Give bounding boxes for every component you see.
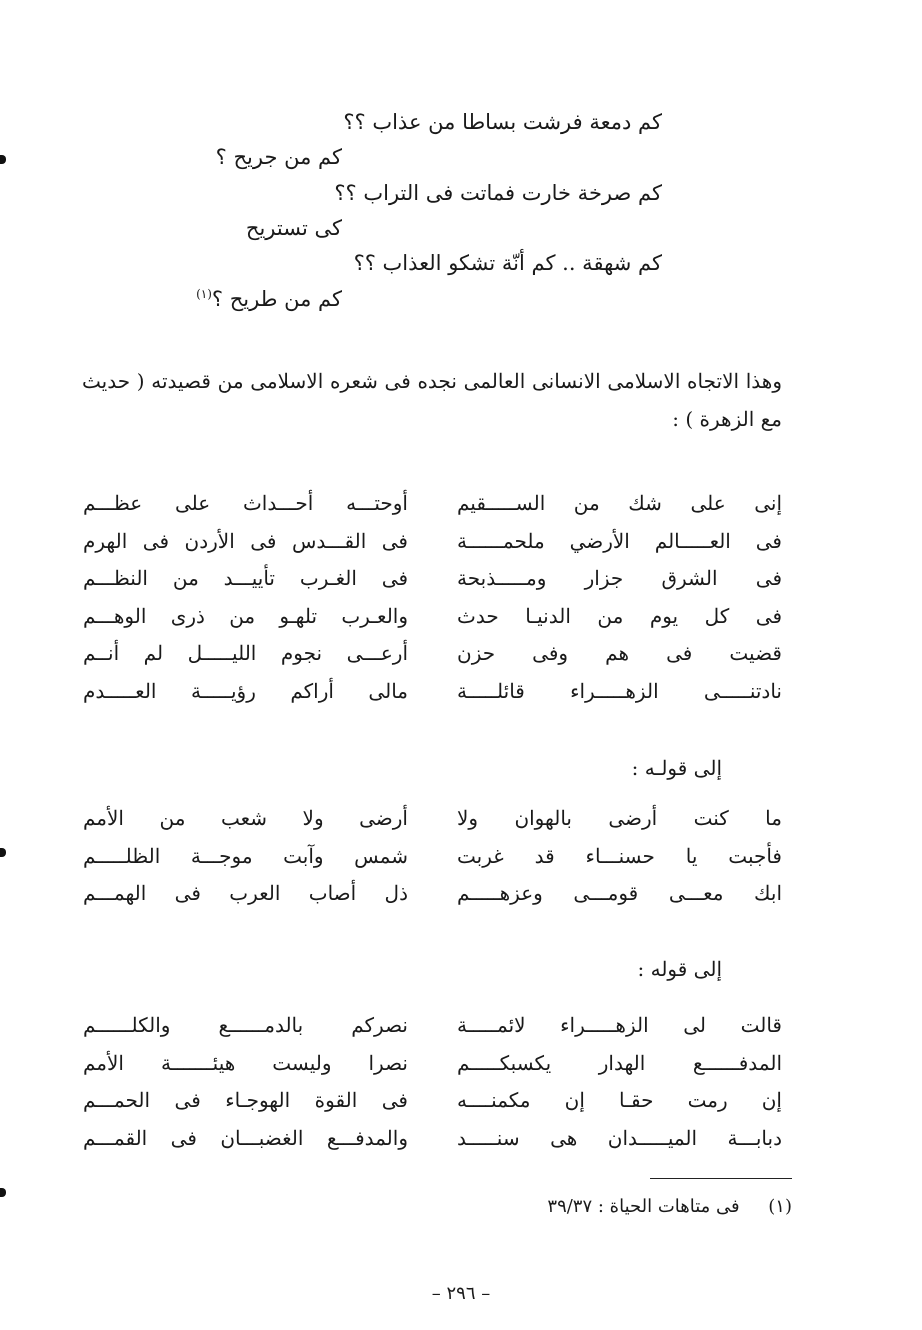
stanza-1: [82, 488, 782, 713]
second-hemistich: شمس وآبت موجـــة الظلـــــم: [83, 843, 408, 868]
second-hemistich: مالى أراكم رؤيـــــة العـــــدم: [83, 678, 408, 703]
first-hemistich: ابك معـــى قومـــى وعزهـــــم: [457, 881, 782, 905]
couplet: [82, 676, 782, 714]
poem-line: كى تستريح: [245, 216, 342, 240]
first-hemistich: دبابـــة الميـــــدان هى سنـــــد: [457, 1125, 782, 1150]
couplet: [82, 488, 782, 526]
couplet: [82, 1085, 782, 1123]
second-hemistich: ذل أصاب العرب فى الهمـــم: [83, 881, 408, 905]
poem-line: كم شهقة .. كم أنّة تشكو العذاب ؟؟: [353, 251, 662, 275]
poem-line-text: كم من طريح ؟: [211, 287, 342, 311]
couplet: [82, 563, 782, 601]
binding-mark: [0, 155, 6, 164]
footnote-ref: (١): [196, 287, 212, 301]
second-hemistich: أرضى ولا شعب من الأمم: [83, 806, 408, 830]
couplet: [82, 601, 782, 639]
first-hemistich: قضيت فى هم وفى حزن: [457, 641, 782, 665]
poem-line: كم دمعة فرشت بساطا من عذاب ؟؟: [343, 110, 662, 134]
first-hemistich: فى كل يوم من الدنيـا حدث: [457, 603, 782, 628]
second-hemistich: أرعـــى نجوم الليـــــل لم أنــم: [83, 641, 408, 665]
binding-mark: [0, 1188, 6, 1197]
transition-label: إلى قولـه :: [631, 756, 722, 780]
couplet: [82, 841, 782, 879]
couplet: [82, 1123, 782, 1161]
couplet: [82, 803, 782, 841]
couplet: [82, 1048, 782, 1086]
poem-line: كم صرخة خارت فماتت فى التراب ؟؟: [334, 181, 662, 205]
poem-line: كم من جريح ؟: [215, 145, 342, 169]
transition-label: إلى قوله :: [637, 957, 722, 981]
first-hemistich: إن رمت حقـا إن مكمنــــه: [457, 1088, 782, 1112]
second-hemistich: والعـرب تلهـو من ذرى الوهـــم: [83, 603, 408, 628]
first-hemistich: فى العـــــالم الأرضي ملحمــــــة: [457, 528, 782, 553]
second-hemistich: فى القوة الهوجـاء فى الحمـــم: [83, 1088, 408, 1112]
second-hemistich: فى القـــدس فى الأردن فى الهرم: [83, 528, 408, 553]
couplet: [82, 878, 782, 916]
second-hemistich: فى الغـرب تأييـــد من النظـــم: [83, 566, 408, 590]
footnote-rule: [650, 1178, 792, 1179]
couplet: [82, 638, 782, 676]
footnote-text: فى متاهات الحياة : ٣٩/٣٧: [547, 1196, 740, 1217]
binding-mark: [0, 848, 6, 857]
first-hemistich: المدفــــــع الهدار يكسبكـــــم: [457, 1050, 782, 1075]
second-hemistich: نصركم بالدمــــــع والكلــــــم: [83, 1013, 408, 1037]
first-hemistich: ما كنت أرضى بالهوان ولا: [457, 806, 782, 830]
footnote: [547, 1196, 792, 1217]
footnote-marker: (١): [768, 1196, 792, 1217]
stanza-3: [82, 1010, 782, 1160]
second-hemistich: والمدفـــع الغضبـــان فى القمـــم: [83, 1125, 408, 1150]
stanza-2: [82, 803, 782, 916]
second-hemistich: نصرا وليست هيئـــــــة الأمم: [83, 1050, 408, 1075]
poem-line: [196, 288, 342, 310]
first-hemistich: نادتنـــــى الزهـــــراء قائلـــــة: [457, 678, 782, 703]
first-hemistich: إنى على شك من الســـــقيم: [457, 491, 782, 515]
first-hemistich: قالت لى الزهـــــراء لائمـــــة: [457, 1013, 782, 1037]
first-hemistich: فى الشرق جزار ومـــــذبحة: [457, 566, 782, 590]
first-hemistich: فأجبت يا حسنـــاء قد غربت: [457, 843, 782, 868]
intro-paragraph: وهذا الاتجاه الاسلامى الانسانى العالمى نجده فى شعره الاسلامى من قصيدته ( حديث مع الزهرة ) :: [82, 369, 782, 431]
page-number: – ٢٩٦ –: [431, 1283, 491, 1304]
couplet: [82, 526, 782, 564]
couplet: [82, 1010, 782, 1048]
second-hemistich: أوحتـــه أحـــداث على عظـــم: [83, 491, 408, 515]
